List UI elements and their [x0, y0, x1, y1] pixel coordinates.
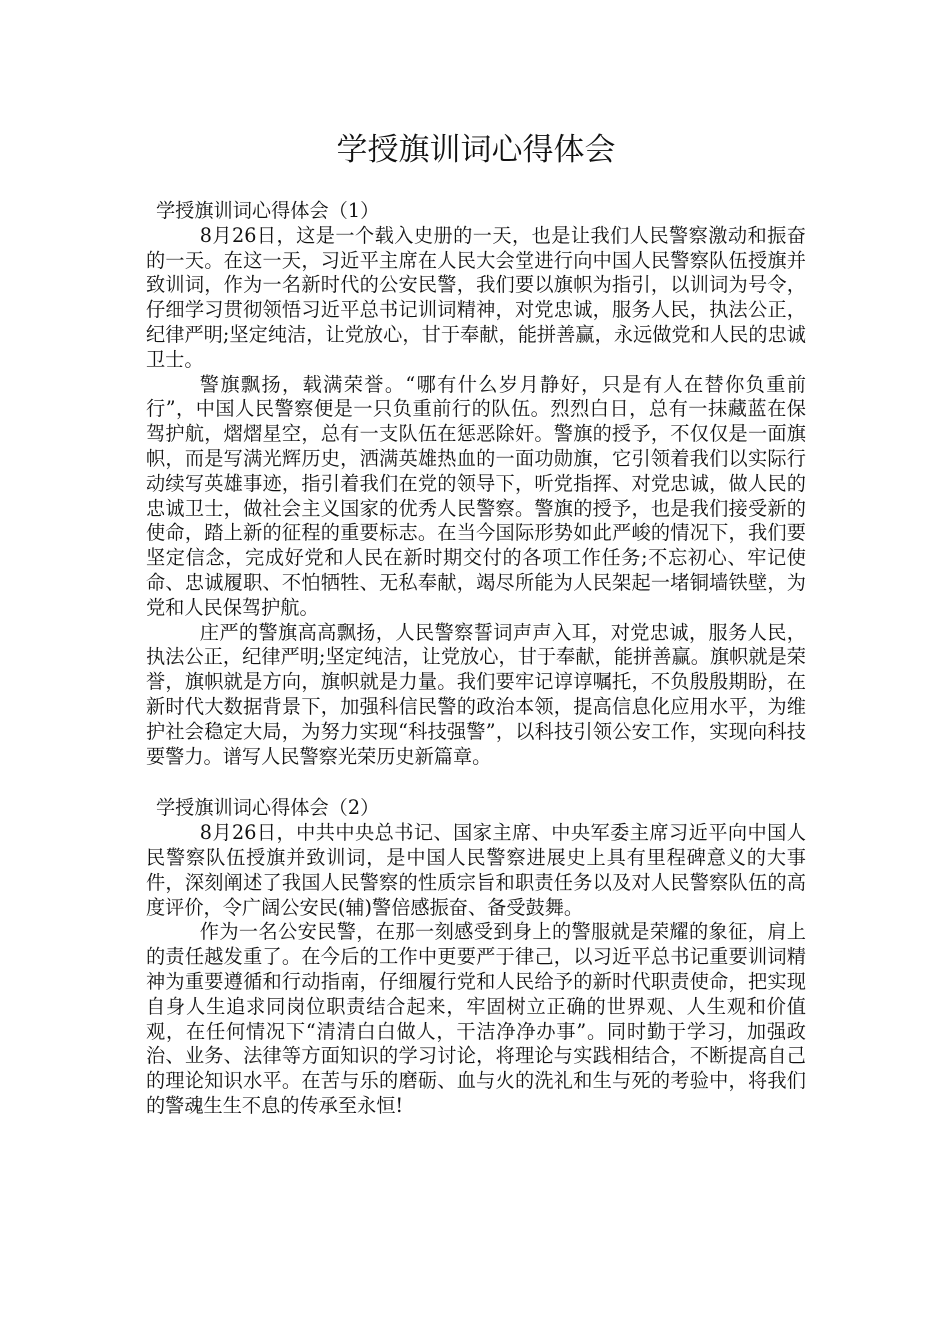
paragraph: 警旗飘扬，载满荣誉。“哪有什么岁月静好，只是有人在替你负重前行”，中国人民警察便是一只负重前行的队伍。烈烈白日，总有一抹藏蓝在保驾护航，熠熠星空，总有一支队伍在惩恶除奸。警旗的授予，不仅仅是一面旗帜，而是写满光辉历史，洒满英雄热血的一面功勋旗，它引领着我们以实际行动续写英雄事迹，指引着我们在党的领导下，听党指挥、对党忠诚，做人民的忠诚卫士，做社会主义国家的优秀人民警察。警旗的授予，也是我们接受新的使命，踏上新的征程的重要标志。在当今国际形势如此严峻的情况下，我们要坚定信念，完成好党和人民在新时期交付的各项工作任务;不忘初心、牢记使命、忠诚履职、不怕牺牲、无私奉献，竭尽所能为人民架起一堵铜墙铁壁，为党和人民保驾护航。	[146, 372, 806, 619]
section-2	[146, 796, 806, 1118]
section-heading: 学授旗训词心得体会（1）	[156, 199, 380, 222]
paragraph: 8月26日，这是一个载入史册的一天，也是让我们人民警察激动和振奋的一天。在这一天，习近平主席在人民大会堂进行向中国人民警察队伍授旗并致训词，作为一名新时代的公安民警，我们要以旗帜为指引，以训词为号令，仔细学习贯彻领悟习近平总书记训词精神，对党忠诚，服务人民，执法公正，纪律严明;坚定纯洁，让党放心，甘于奉献，能拼善赢，永远做党和人民的忠诚卫士。	[146, 223, 806, 371]
paragraph: 作为一名公安民警，在那一刻感受到身上的警服就是荣耀的象征，肩上的责任越发重了。在今后的工作中更要严于律己，以习近平总书记重要训词精神为重要遵循和行动指南，仔细履行党和人民给予的新时代职责使命，把实现自身人生追求同岗位职责结合起来，牢固树立正确的世界观、人生观和价值观，在任何情况下“清清白白做人，干洁净净办事”。同时勤于学习，加强政治、业务、法律等方面知识的学习讨论，将理论与实践相结合，不断提高自己的理论知识水平。在苦与乐的磨砺、血与火的洗礼和生与死的考验中，将我们的警魂生生不息的传承至永恒!	[146, 920, 806, 1117]
document-page	[146, 0, 806, 1119]
document-title: 学授旗训词心得体会	[336, 132, 616, 168]
section-1	[146, 199, 806, 769]
paragraph: 8月26日，中共中央总书记、国家主席、中央军委主席习近平向中国人民警察队伍授旗并致训词，是中国人民警察进展史上具有里程碑意义的大事件，深刻阐述了我国人民警察的性质宗旨和职责任务以及对人民警察队伍的高度评价，令广阔公安民(辅)警倍感振奋、备受鼓舞。	[146, 821, 806, 919]
section-heading: 学授旗训词心得体会（2）	[156, 796, 380, 820]
paragraph: 庄严的警旗高高飘扬，人民警察誓词声声入耳，对党忠诚，服务人民，执法公正，纪律严明;坚定纯洁，让党放心，甘于奉献，能拼善赢。旗帜就是荣誉，旗帜就是方向，旗帜就是力量。我们要牢记谆谆嘱托，不负殷殷期盼，在新时代大数据背景下，加强科信民警的政治本领，提高信息化应用水平，为维护社会稳定大局，为努力实现“科技强警”，以科技引领公安工作，实现向科技要警力。谱写人民警察光荣历史新篇章。	[146, 620, 806, 768]
